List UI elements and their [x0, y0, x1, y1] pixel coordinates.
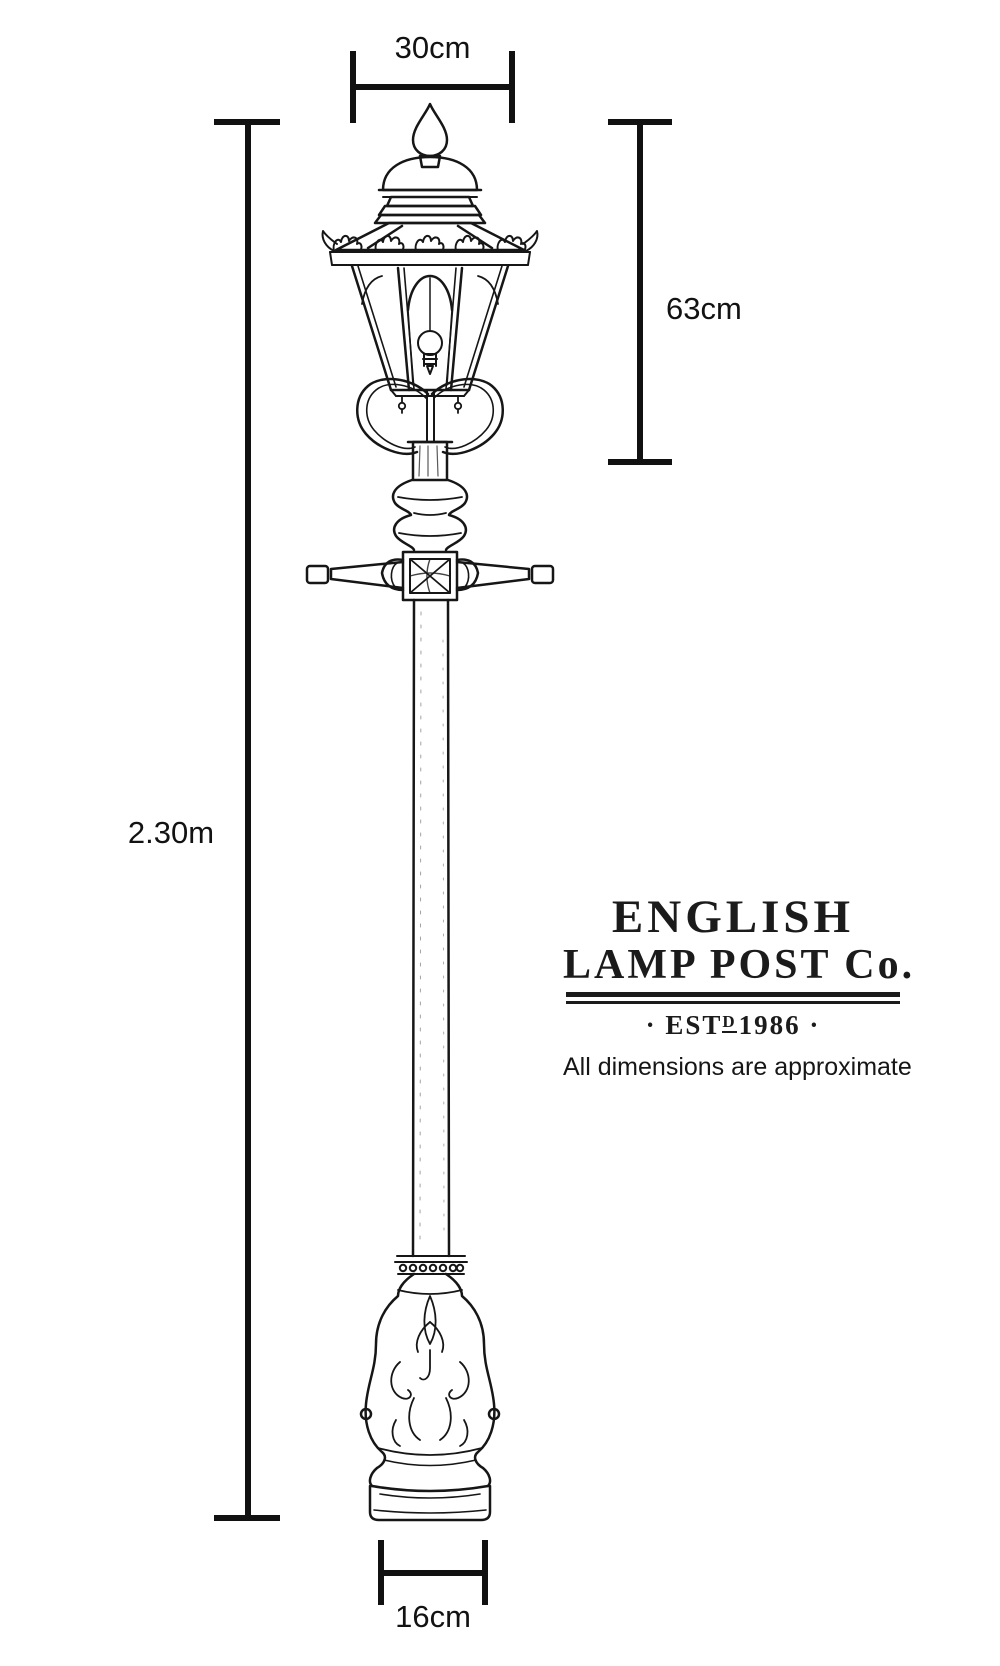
neck-molding [393, 480, 467, 552]
dim-base-width-label: 16cm [395, 1599, 471, 1634]
dim-lantern-height-line [608, 122, 672, 462]
lantern-crown-cresting [323, 231, 538, 265]
dim-base-width-line [381, 1540, 485, 1605]
base-ornament [391, 1296, 469, 1446]
brand-name-line1: ENGLISH [611, 891, 855, 943]
pendant-drops [399, 396, 461, 413]
square-plinth [370, 1486, 490, 1520]
brand-est-superscript: D [722, 1012, 737, 1031]
brand-est-year: 1986 · [738, 1010, 821, 1040]
dim-overall-height-label: 2.30m [127, 815, 215, 850]
lamp-post-pole [413, 600, 449, 1256]
brand-est-prefix: · EST [645, 1010, 723, 1040]
dim-lantern-width-label: 30cm [394, 30, 471, 65]
light-bulb [418, 278, 442, 374]
dim-lantern-height-label: 63cm [666, 291, 742, 326]
brand-name-line2: LAMP POST Co. [563, 942, 916, 988]
base-collar [395, 1256, 467, 1274]
brand-established [563, 1007, 903, 1040]
ladder-cross-bar [307, 552, 553, 600]
ornate-base [361, 1274, 499, 1486]
dimensions-disclaimer: All dimensions are approximate [563, 1053, 912, 1081]
brand-divider [566, 992, 900, 1004]
brand-logo [563, 891, 916, 1081]
